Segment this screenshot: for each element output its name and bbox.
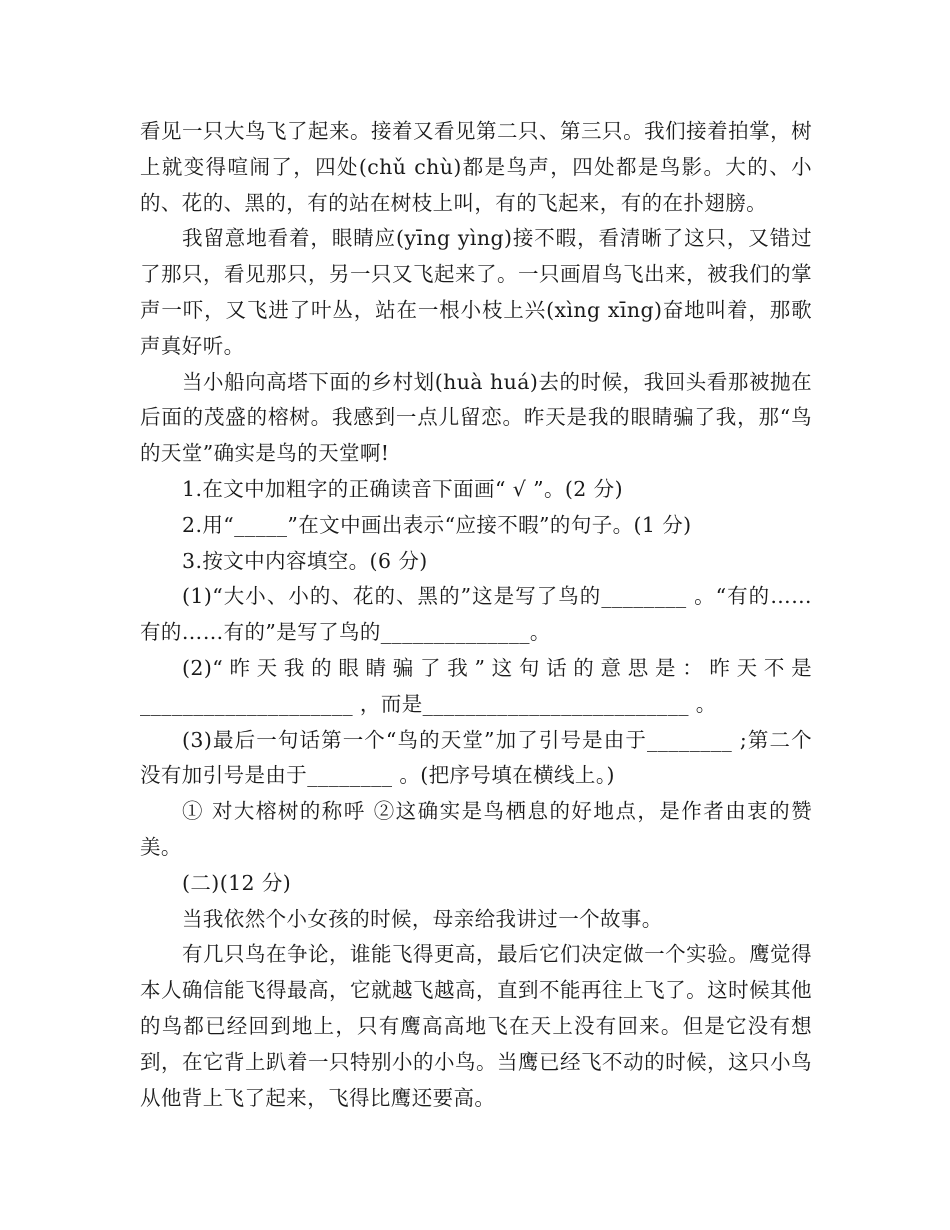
document-body	[140, 114, 812, 1116]
paragraph-eagle-story: 有几只鸟在争论，谁能飞得更高，最后它们决定做一个实验。鹰觉得本人确信能飞得最高，它就越飞越高，直到不能再往上飞了。这时候其他的鸟都已经回到地上，只有鹰高高地飞在天上没有回来。但是它没有想到，在它背上趴着一只特别小的小鸟。当鹰已经飞不动的时候，这只小鸟从他背上飞了起来，飞得比鹰还要高。	[140, 942, 812, 1110]
paragraph-watching-birds: 我留意地看着，眼睛应(yīng yìng)接不暇，看清晰了这只，又错过了那只，看见那只，另一只又飞起来了。一只画眉鸟飞出来，被我们的掌声一吓，又飞进了叶丛，站在一根小枝上兴(xìng xīng)奋地叫着，那歌声真好听。	[140, 226, 812, 358]
question-3: 3.按文中内容填空。(6 分)	[182, 548, 428, 573]
question-1: 1.在文中加粗字的正确读音下面画“ √ ”。(2 分)	[182, 476, 623, 501]
paragraph-story-intro: 当我依然个小女孩的时候，母亲给我讲过一个故事。	[182, 906, 663, 931]
paragraph-birds-fly-up: 看见一只大鸟飞了起来。接着又看见第二只、第三只。我们接着拍掌，树上就变得喧闹了，四处(chǔ chù)都是鸟声，四处都是鸟影。大的、小的、花的、黑的，有的站在树枝上叫，有的飞起来，有的在扑翅膀。	[140, 119, 812, 215]
section-heading-2: (二)(12 分)	[182, 870, 292, 895]
question-3-part-2: (2)“昨天我的眼睛骗了我”这句话的意思是：昨天不是____________________ ，而是_________________________ 。	[140, 655, 812, 716]
question-3-part-1: (1)“大小、小的、花的、黑的”这是写了鸟的________ 。“有的……有的……有的”是写了鸟的______________。	[140, 584, 812, 645]
answer-options: ① 对大榕树的称呼 ②这确实是鸟栖息的好地点，是作者由衷的赞美。	[140, 799, 812, 859]
question-2: 2.用“_____”在文中画出表示“应接不暇”的句子。(1 分)	[182, 512, 692, 537]
paragraph-leaving-banyan: 当小船向高塔下面的乡村划(huà huá)去的时候，我回头看那被抛在后面的茂盛的榕树。我感到一点儿留恋。昨天是我的眼睛骗了我，那“鸟的天堂”确实是鸟的天堂啊!	[140, 369, 812, 466]
question-3-part-3: (3)最后一句话第一个“鸟的天堂”加了引号是由于________ ;第二个没有加引号是由于________ 。(把序号填在横线上。)	[140, 727, 812, 788]
